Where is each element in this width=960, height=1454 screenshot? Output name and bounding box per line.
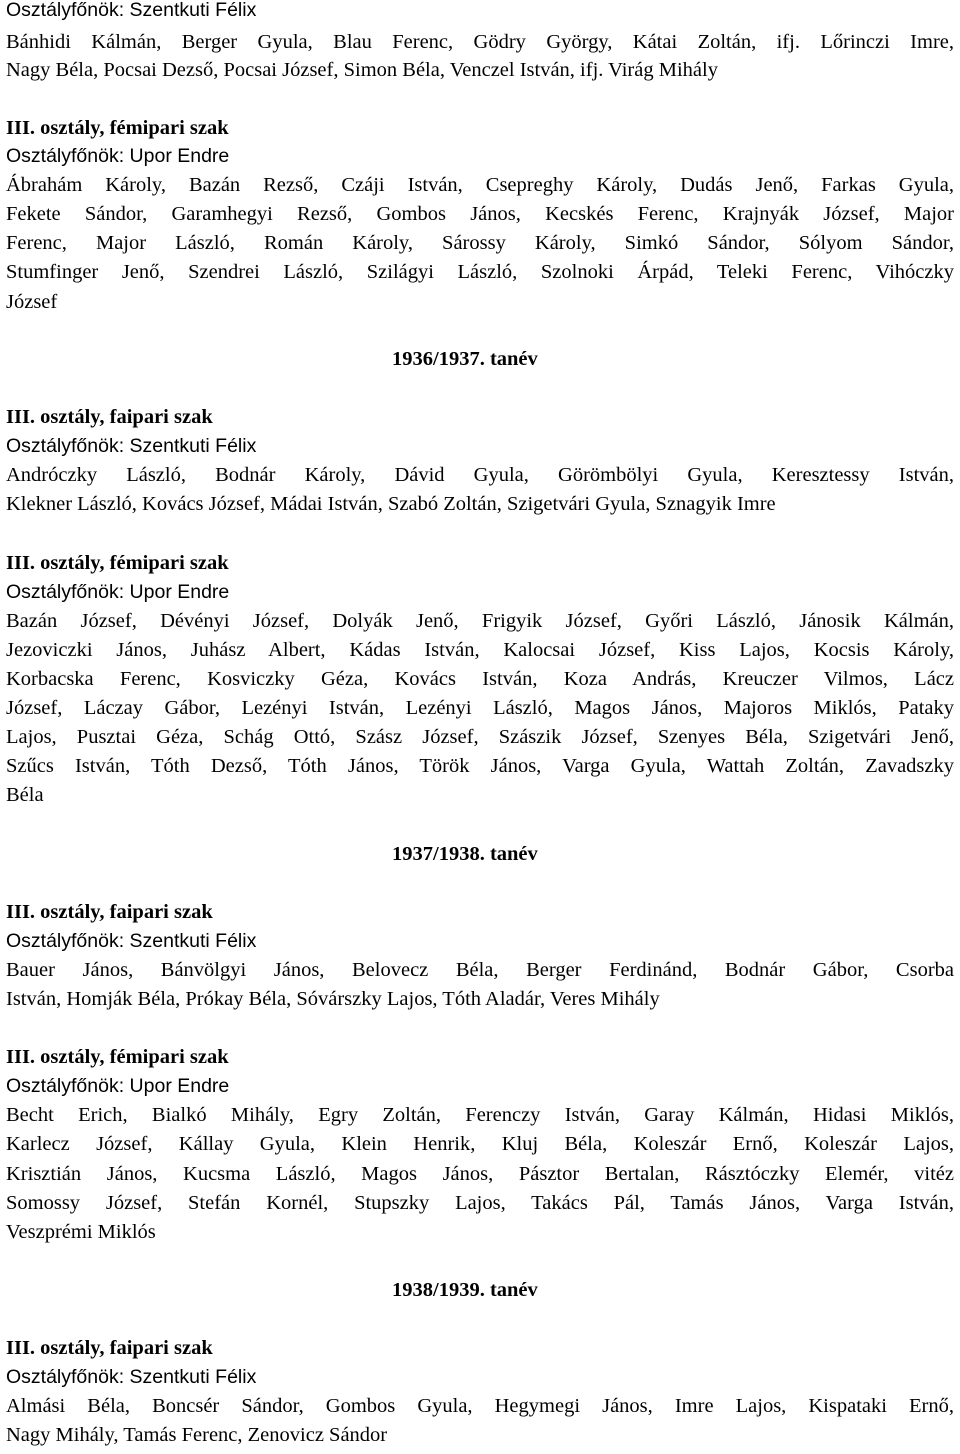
school-year-heading: 1937/1938. tanév xyxy=(392,843,538,865)
student-list-line: Korbacska Ferenc, Kosviczky Géza, Kovács István, Koza András, Kreuczer Vilmos, Lácz xyxy=(6,668,954,690)
class-heading: III. osztály, fémipari szak xyxy=(6,117,229,139)
student-list-line: Karlecz József, Kállay Gyula, Klein Henrik, Kluj Béla, Koleszár Ernő, Koleszár Lajos, xyxy=(6,1133,954,1155)
class-teacher: Osztályfőnök: Szentkuti Félix xyxy=(6,930,257,952)
student-list-line: Krisztián János, Kucsma László, Magos János, Pásztor Bertalan, Rásztóczky Elemér, vitéz xyxy=(6,1163,954,1185)
student-list-line: Veszprémi Miklós xyxy=(6,1221,156,1243)
student-list-line: József, Láczay Gábor, Lezényi István, Lezényi László, Magos János, Majoros Miklós, Pataky xyxy=(6,697,954,719)
student-list-line: Bánhidi Kálmán, Berger Gyula, Blau Ferenc, Gödry György, Kátai Zoltán, ifj. Lőrinczi Imre, xyxy=(6,31,954,53)
class-teacher: Osztályfőnök: Szentkuti Félix xyxy=(6,1366,257,1388)
student-list-line: Szűcs István, Tóth Dezső, Tóth János, Török János, Varga Gyula, Wattah Zoltán, Zavadszky xyxy=(6,755,954,777)
student-list-line: Becht Erich, Bialkó Mihály, Egry Zoltán, Ferenczy István, Garay Kálmán, Hidasi Miklós, xyxy=(6,1104,954,1126)
student-list-line: Almási Béla, Boncsér Sándor, Gombos Gyula, Hegymegi János, Imre Lajos, Kispataki Ernő, xyxy=(6,1395,954,1417)
school-year-heading: 1936/1937. tanév xyxy=(392,348,538,370)
student-list-line: Somossy József, Stefán Kornél, Stupszky Lajos, Takács Pál, Tamás János, Varga István, xyxy=(6,1192,954,1214)
class-heading: III. osztály, faipari szak xyxy=(6,901,213,923)
student-list-line: Bazán József, Dévényi József, Dolyák Jenő, Frigyik József, Győri László, Jánosik Kálmán, xyxy=(6,610,954,632)
student-list-line: Béla xyxy=(6,784,44,806)
student-list-line: Lajos, Pusztai Géza, Schág Ottó, Szász József, Szászik József, Szenyes Béla, Szigetvári Jenő, xyxy=(6,726,954,748)
student-list-line: József xyxy=(6,291,58,313)
student-list-line: Stumfinger Jenő, Szendrei László, Szilágyi László, Szolnoki Árpád, Teleki Ferenc, Vihóczky xyxy=(6,261,954,283)
student-list-line: Nagy Béla, Pocsai Dezső, Pocsai József, Simon Béla, Venczel István, ifj. Virág Mihály xyxy=(6,59,718,81)
student-list-line: Ábrahám Károly, Bazán Rezső, Czáji István, Csepreghy Károly, Dudás Jenő, Farkas Gyula, xyxy=(6,174,954,196)
class-teacher: Osztályfőnök: Upor Endre xyxy=(6,581,230,603)
student-list-line: István, Homják Béla, Prókay Béla, Sóvárszky Lajos, Tóth Aladár, Veres Mihály xyxy=(6,988,660,1010)
student-list-line: Nagy Mihály, Tamás Ferenc, Zenovicz Sándor xyxy=(6,1424,388,1446)
class-teacher: Osztályfőnök: Szentkuti Félix xyxy=(6,0,257,21)
class-teacher: Osztályfőnök: Szentkuti Félix xyxy=(6,435,257,457)
student-list-line: Ferenc, Major László, Román Károly, Sárossy Károly, Simkó Sándor, Sólyom Sándor, xyxy=(6,232,954,254)
class-teacher: Osztályfőnök: Upor Endre xyxy=(6,1075,230,1097)
class-heading: III. osztály, fémipari szak xyxy=(6,1046,229,1068)
class-heading: III. osztály, faipari szak xyxy=(6,406,213,428)
student-list-line: Klekner László, Kovács József, Mádai István, Szabó Zoltán, Szigetvári Gyula, Sznagyik Imre xyxy=(6,493,776,515)
student-list-line: Jezoviczki János, Juhász Albert, Kádas István, Kalocsai József, Kiss Lajos, Kocsis Károly, xyxy=(6,639,954,661)
school-year-heading: 1938/1939. tanév xyxy=(392,1279,538,1301)
class-heading: III. osztály, fémipari szak xyxy=(6,552,229,574)
student-list-line: Fekete Sándor, Garamhegyi Rezső, Gombos János, Kecskés Ferenc, Krajnyák József, Major xyxy=(6,203,954,225)
student-list-line: Andróczky László, Bodnár Károly, Dávid Gyula, Görömbölyi Gyula, Keresztessy István, xyxy=(6,464,954,486)
student-list-line: Bauer János, Bánvölgyi János, Belovecz Béla, Berger Ferdinánd, Bodnár Gábor, Csorba xyxy=(6,959,954,981)
class-heading: III. osztály, faipari szak xyxy=(6,1337,213,1359)
class-teacher: Osztályfőnök: Upor Endre xyxy=(6,145,230,167)
